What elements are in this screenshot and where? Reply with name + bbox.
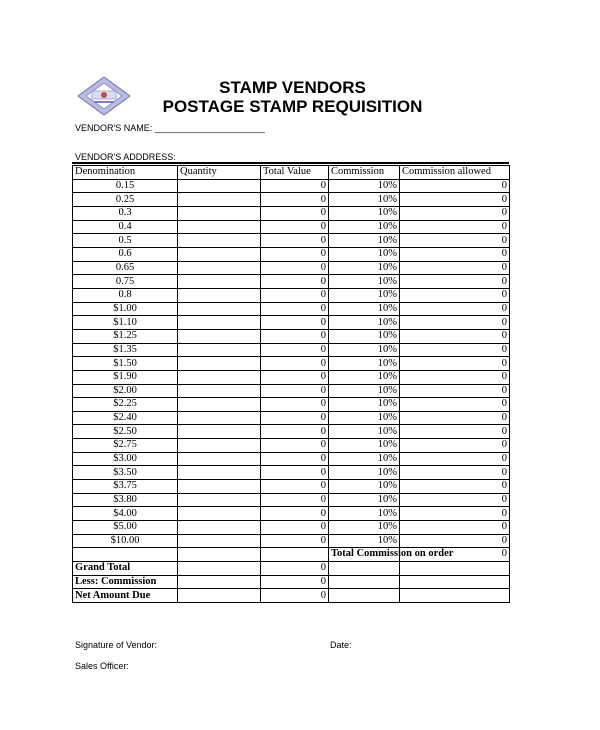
commission-cell: 10% — [329, 179, 400, 193]
commission-cell: 10% — [329, 247, 400, 261]
commission-allowed-cell: 0 — [400, 452, 510, 466]
commission-cell: 10% — [329, 425, 400, 439]
summary-value: 0 — [261, 562, 329, 576]
denomination-cell: 0.3 — [73, 206, 178, 220]
commission-cell: 10% — [329, 302, 400, 316]
total-value-cell: 0 — [261, 288, 329, 302]
blank-cell — [400, 575, 510, 589]
commission-allowed-cell: 0 — [400, 261, 510, 275]
denomination-cell: 0.5 — [73, 234, 178, 248]
quantity-input[interactable] — [178, 357, 261, 371]
quantity-input[interactable] — [178, 247, 261, 261]
denomination-cell: $10.00 — [73, 534, 178, 548]
blank-cell — [329, 575, 400, 589]
blank-cell — [329, 589, 400, 603]
total-value-cell: 0 — [261, 206, 329, 220]
total-value-cell: 0 — [261, 343, 329, 357]
commission-cell: 10% — [329, 288, 400, 302]
commission-cell: 10% — [329, 206, 400, 220]
summary-label: Grand Total — [73, 562, 178, 576]
quantity-input[interactable] — [178, 521, 261, 535]
commission-cell: 10% — [329, 329, 400, 343]
denomination-cell: $3.75 — [73, 480, 178, 494]
commission-allowed-cell: 0 — [400, 384, 510, 398]
commission-cell: 10% — [329, 370, 400, 384]
denomination-cell: 0.6 — [73, 247, 178, 261]
total-value-cell: 0 — [261, 452, 329, 466]
quantity-input[interactable] — [178, 234, 261, 248]
page-subtitle: POSTAGE STAMP REQUISITION — [162, 97, 423, 116]
total-value-cell: 0 — [261, 357, 329, 371]
commission-cell: 10% — [329, 261, 400, 275]
quantity-input[interactable] — [178, 261, 261, 275]
commission-allowed-cell: 0 — [400, 329, 510, 343]
quantity-input[interactable] — [178, 275, 261, 289]
quantity-input[interactable] — [178, 302, 261, 316]
commission-allowed-cell: 0 — [400, 247, 510, 261]
total-value-cell: 0 — [261, 507, 329, 521]
table-row — [73, 425, 510, 439]
blank-cell — [73, 548, 178, 562]
denomination-cell: $3.00 — [73, 452, 178, 466]
commission-cell: 10% — [329, 534, 400, 548]
table-row — [73, 507, 510, 521]
commission-cell: 10% — [329, 193, 400, 207]
commission-allowed-cell: 0 — [400, 493, 510, 507]
denomination-cell: $1.00 — [73, 302, 178, 316]
total-value-cell: 0 — [261, 302, 329, 316]
page-title: STAMP VENDORS — [219, 78, 366, 97]
denomination-cell: $1.35 — [73, 343, 178, 357]
commission-cell: 10% — [329, 507, 400, 521]
summary-row — [73, 562, 510, 576]
total-value-cell: 0 — [261, 384, 329, 398]
total-value-cell: 0 — [261, 193, 329, 207]
date-label: Date: — [330, 640, 352, 650]
denomination-cell: $3.80 — [73, 493, 178, 507]
total-value-cell: 0 — [261, 316, 329, 330]
total-value-cell: 0 — [261, 521, 329, 535]
postal-service-logo-icon — [76, 76, 132, 116]
denomination-cell: $3.50 — [73, 466, 178, 480]
commission-allowed-cell: 0 — [400, 302, 510, 316]
denomination-cell: 0.4 — [73, 220, 178, 234]
commission-allowed-cell: 0 — [400, 316, 510, 330]
total-value-cell: 0 — [261, 480, 329, 494]
commission-allowed-cell: 0 — [400, 370, 510, 384]
commission-cell: 10% — [329, 343, 400, 357]
commission-allowed-cell: 0 — [400, 425, 510, 439]
table-row — [73, 439, 510, 453]
quantity-input[interactable] — [178, 425, 261, 439]
table-row — [73, 179, 510, 193]
table-row — [73, 193, 510, 207]
table-row — [73, 261, 510, 275]
blank-cell — [400, 562, 510, 576]
commission-allowed-cell: 0 — [400, 521, 510, 535]
summary-value: 0 — [261, 589, 329, 603]
total-value-cell: 0 — [261, 493, 329, 507]
table-row — [73, 411, 510, 425]
commission-allowed-cell: 0 — [400, 179, 510, 193]
commission-allowed-cell: 0 — [400, 480, 510, 494]
table-row — [73, 398, 510, 412]
total-value-cell: 0 — [261, 398, 329, 412]
vendor-address-label: VENDOR'S ADDDRESS: — [75, 152, 176, 162]
header-total-value: Total Value — [261, 166, 329, 180]
denomination-cell: $1.50 — [73, 357, 178, 371]
total-value-cell: 0 — [261, 179, 329, 193]
commission-allowed-cell: 0 — [400, 193, 510, 207]
table-row — [73, 275, 510, 289]
quantity-input[interactable] — [178, 493, 261, 507]
quantity-input[interactable] — [178, 288, 261, 302]
commission-cell: 10% — [329, 493, 400, 507]
blank-cell — [178, 575, 261, 589]
commission-cell: 10% — [329, 452, 400, 466]
blank-cell — [400, 589, 510, 603]
commission-cell: 10% — [329, 316, 400, 330]
total-value-cell: 0 — [261, 534, 329, 548]
denomination-cell: $5.00 — [73, 521, 178, 535]
quantity-input[interactable] — [178, 534, 261, 548]
total-value-cell: 0 — [261, 275, 329, 289]
table-row — [73, 206, 510, 220]
commission-cell: 10% — [329, 466, 400, 480]
commission-allowed-cell: 0 — [400, 507, 510, 521]
summary-row — [73, 575, 510, 589]
commission-allowed-cell: 0 — [400, 411, 510, 425]
total-value-cell: 0 — [261, 411, 329, 425]
requisition-table — [72, 165, 510, 603]
table-row — [73, 370, 510, 384]
signature-of-vendor-label: Signature of Vendor: — [75, 640, 158, 650]
quantity-input[interactable] — [178, 466, 261, 480]
quantity-input[interactable] — [178, 370, 261, 384]
denomination-cell: $4.00 — [73, 507, 178, 521]
blank-cell — [178, 562, 261, 576]
commission-cell: 10% — [329, 275, 400, 289]
quantity-input[interactable] — [178, 439, 261, 453]
blank-cell — [261, 548, 329, 562]
table-row — [73, 480, 510, 494]
sales-officer-label: Sales Officer: — [75, 661, 129, 671]
denomination-cell: 0.15 — [73, 179, 178, 193]
vendor-name-field[interactable]: VENDOR'S NAME: ______________________ — [75, 123, 265, 133]
table-header-row — [73, 166, 510, 180]
table-row — [73, 329, 510, 343]
denomination-cell: $2.40 — [73, 411, 178, 425]
summary-value: 0 — [261, 575, 329, 589]
commission-allowed-cell: 0 — [400, 343, 510, 357]
commission-cell: 10% — [329, 480, 400, 494]
denomination-cell: $1.90 — [73, 370, 178, 384]
denomination-cell: $2.25 — [73, 398, 178, 412]
total-commission-label: Total Commission on order — [329, 548, 400, 562]
denomination-cell: $1.10 — [73, 316, 178, 330]
commission-allowed-cell: 0 — [400, 288, 510, 302]
quantity-input[interactable] — [178, 343, 261, 357]
table-row — [73, 316, 510, 330]
commission-allowed-cell: 0 — [400, 439, 510, 453]
header-quantity: Quantity — [178, 166, 261, 180]
total-value-cell: 0 — [261, 425, 329, 439]
table-row — [73, 493, 510, 507]
summary-label: Net Amount Due — [73, 589, 178, 603]
table-row — [73, 288, 510, 302]
total-value-cell: 0 — [261, 261, 329, 275]
summary-row — [73, 589, 510, 603]
quantity-input[interactable] — [178, 193, 261, 207]
quantity-input[interactable] — [178, 480, 261, 494]
quantity-input[interactable] — [178, 179, 261, 193]
commission-cell: 10% — [329, 521, 400, 535]
header-commission: Commission — [329, 166, 400, 180]
table-row — [73, 534, 510, 548]
total-value-cell: 0 — [261, 466, 329, 480]
total-value-cell: 0 — [261, 234, 329, 248]
commission-allowed-cell: 0 — [400, 234, 510, 248]
blank-cell — [178, 548, 261, 562]
quantity-input[interactable] — [178, 452, 261, 466]
table-row — [73, 302, 510, 316]
total-value-cell: 0 — [261, 220, 329, 234]
blank-cell — [178, 589, 261, 603]
denomination-cell: $2.00 — [73, 384, 178, 398]
commission-cell: 10% — [329, 398, 400, 412]
commission-allowed-cell: 0 — [400, 275, 510, 289]
commission-cell: 10% — [329, 384, 400, 398]
denomination-cell: 0.65 — [73, 261, 178, 275]
total-commission-row — [73, 548, 510, 562]
quantity-input[interactable] — [178, 316, 261, 330]
header-denomination: Denomination — [73, 166, 178, 180]
commission-cell: 10% — [329, 439, 400, 453]
quantity-input[interactable] — [178, 329, 261, 343]
table-row — [73, 247, 510, 261]
denomination-cell: $2.75 — [73, 439, 178, 453]
denomination-cell: 0.25 — [73, 193, 178, 207]
table-row — [73, 234, 510, 248]
commission-allowed-cell: 0 — [400, 466, 510, 480]
commission-allowed-cell: 0 — [400, 357, 510, 371]
quantity-input[interactable] — [178, 411, 261, 425]
quantity-input[interactable] — [178, 398, 261, 412]
table-row — [73, 343, 510, 357]
quantity-input[interactable] — [178, 220, 261, 234]
denomination-cell: $1.25 — [73, 329, 178, 343]
quantity-input[interactable] — [178, 206, 261, 220]
commission-cell: 10% — [329, 220, 400, 234]
table-row — [73, 357, 510, 371]
summary-label: Less: Commission — [73, 575, 178, 589]
commission-allowed-cell: 0 — [400, 206, 510, 220]
table-top-rule — [72, 162, 509, 164]
header-commission-allowed: Commission allowed — [400, 166, 510, 180]
commission-cell: 10% — [329, 234, 400, 248]
commission-allowed-cell: 0 — [400, 220, 510, 234]
quantity-input[interactable] — [178, 384, 261, 398]
table-row — [73, 220, 510, 234]
blank-cell — [329, 562, 400, 576]
total-value-cell: 0 — [261, 329, 329, 343]
denomination-cell: $2.50 — [73, 425, 178, 439]
table-row — [73, 384, 510, 398]
table-row — [73, 452, 510, 466]
quantity-input[interactable] — [178, 507, 261, 521]
commission-allowed-cell: 0 — [400, 534, 510, 548]
total-value-cell: 0 — [261, 247, 329, 261]
total-value-cell: 0 — [261, 439, 329, 453]
total-value-cell: 0 — [261, 370, 329, 384]
commission-cell: 10% — [329, 411, 400, 425]
commission-cell: 10% — [329, 357, 400, 371]
commission-allowed-cell: 0 — [400, 398, 510, 412]
total-commission-value: 0 — [400, 548, 510, 562]
denomination-cell: 0.75 — [73, 275, 178, 289]
denomination-cell: 0.8 — [73, 288, 178, 302]
table-row — [73, 466, 510, 480]
table-row — [73, 521, 510, 535]
